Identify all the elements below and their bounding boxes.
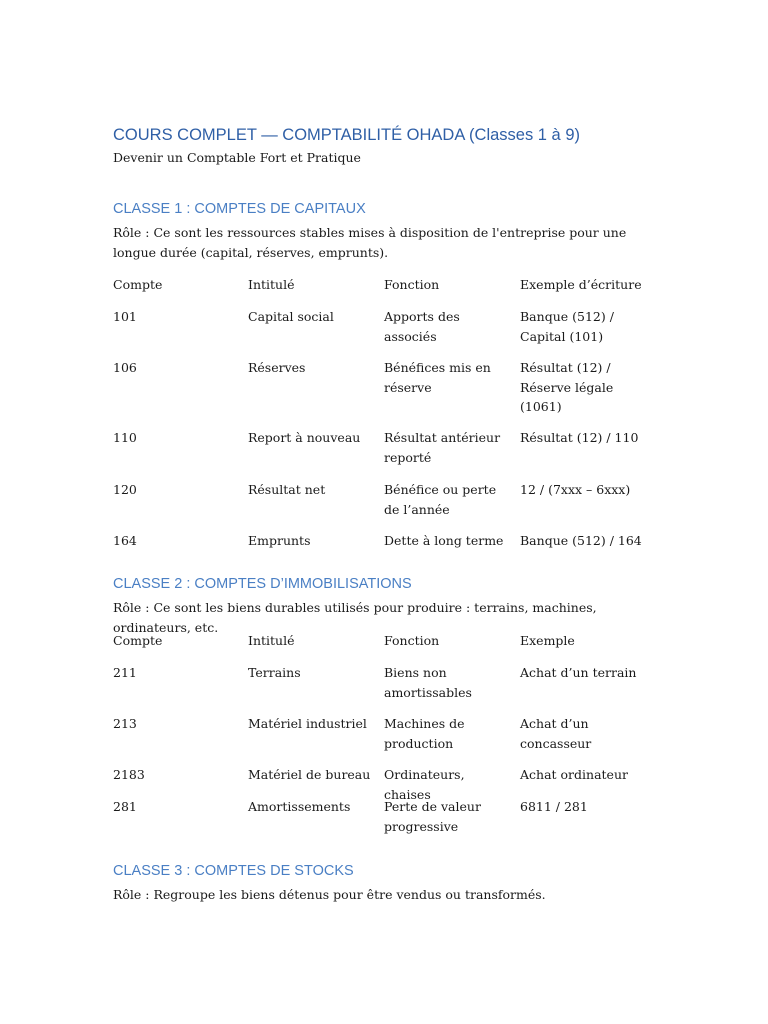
cell-compte: 281: [113, 799, 137, 814]
cell-exemple: Résultat (12) / 110: [520, 430, 639, 445]
cell-fonction: Résultat antérieur reporté: [384, 430, 501, 465]
cell-exemple: Banque (512) / 164: [520, 533, 642, 548]
section-heading-classe-1: CLASSE 1 : COMPTES DE CAPITAUX: [113, 201, 366, 217]
column-header-compte: Compte: [113, 277, 163, 292]
cell-compte: 101: [113, 309, 137, 324]
column-header-fonction: Fonction: [384, 633, 440, 648]
cell-compte: 213: [113, 716, 137, 731]
cell-intitule: Emprunts: [248, 533, 311, 548]
section-heading-classe-3: CLASSE 3 : COMPTES DE STOCKS: [113, 863, 354, 879]
cell-compte: 110: [113, 430, 137, 445]
cell-intitule: Amortissements: [248, 799, 351, 814]
cell-fonction: Bénéfices mis en réserve: [384, 360, 491, 395]
document-subtitle: Devenir un Comptable Fort et Pratique: [113, 150, 361, 165]
cell-intitule: Matériel de bureau: [248, 767, 371, 782]
cell-fonction: Dette à long terme: [384, 533, 504, 548]
cell-intitule: Terrains: [248, 665, 301, 680]
cell-fonction: Apports des associés: [384, 309, 460, 344]
column-header-exemple: Exemple d’écriture: [520, 277, 642, 292]
cell-intitule: Capital social: [248, 309, 334, 324]
cell-exemple: 6811 / 281: [520, 799, 588, 814]
cell-exemple: Achat d’un terrain: [520, 665, 637, 680]
column-header-intitule: Intitulé: [248, 277, 295, 292]
cell-compte: 164: [113, 533, 137, 548]
cell-intitule: Matériel industriel: [248, 716, 367, 731]
cell-exemple: Banque (512) / Capital (101): [520, 309, 614, 344]
document-title: COURS COMPLET — COMPTABILITÉ OHADA (Classes 1 à 9): [113, 126, 580, 144]
cell-fonction: Ordinateurs, chaises: [384, 767, 465, 802]
cell-fonction: Biens non amortissables: [384, 665, 472, 700]
column-header-fonction: Fonction: [384, 277, 440, 292]
cell-exemple: Achat ordinateur: [520, 767, 628, 782]
cell-intitule: Réserves: [248, 360, 306, 375]
section-role-classe-2: Rôle : Ce sont les biens durables utilisés pour produire : terrains, machines, ordinateurs, etc.: [113, 600, 597, 635]
cell-fonction: Machines de production: [384, 716, 465, 751]
column-header-intitule: Intitulé: [248, 633, 295, 648]
cell-exemple: 12 / (7xxx – 6xxx): [520, 482, 631, 497]
cell-exemple: Résultat (12) / Réserve légale (1061): [520, 360, 614, 414]
column-header-exemple: Exemple: [520, 633, 575, 648]
section-role-classe-1: Rôle : Ce sont les ressources stables mises à disposition de l'entreprise pour une longue durée (capital, réserves, emprunts).: [113, 225, 627, 260]
cell-intitule: Report à nouveau: [248, 430, 361, 445]
cell-exemple: Achat d’un concasseur: [520, 716, 592, 751]
cell-intitule: Résultat net: [248, 482, 326, 497]
section-role-classe-3: Rôle : Regroupe les biens détenus pour être vendus ou transformés.: [113, 887, 546, 902]
cell-compte: 2183: [113, 767, 145, 782]
cell-fonction: Bénéfice ou perte de l’année: [384, 482, 497, 517]
cell-compte: 106: [113, 360, 137, 375]
cell-fonction: Perte de valeur progressive: [384, 799, 481, 834]
section-heading-classe-2: CLASSE 2 : COMPTES D’IMMOBILISATIONS: [113, 576, 412, 592]
cell-compte: 120: [113, 482, 137, 497]
cell-compte: 211: [113, 665, 137, 680]
column-header-compte: Compte: [113, 633, 163, 648]
